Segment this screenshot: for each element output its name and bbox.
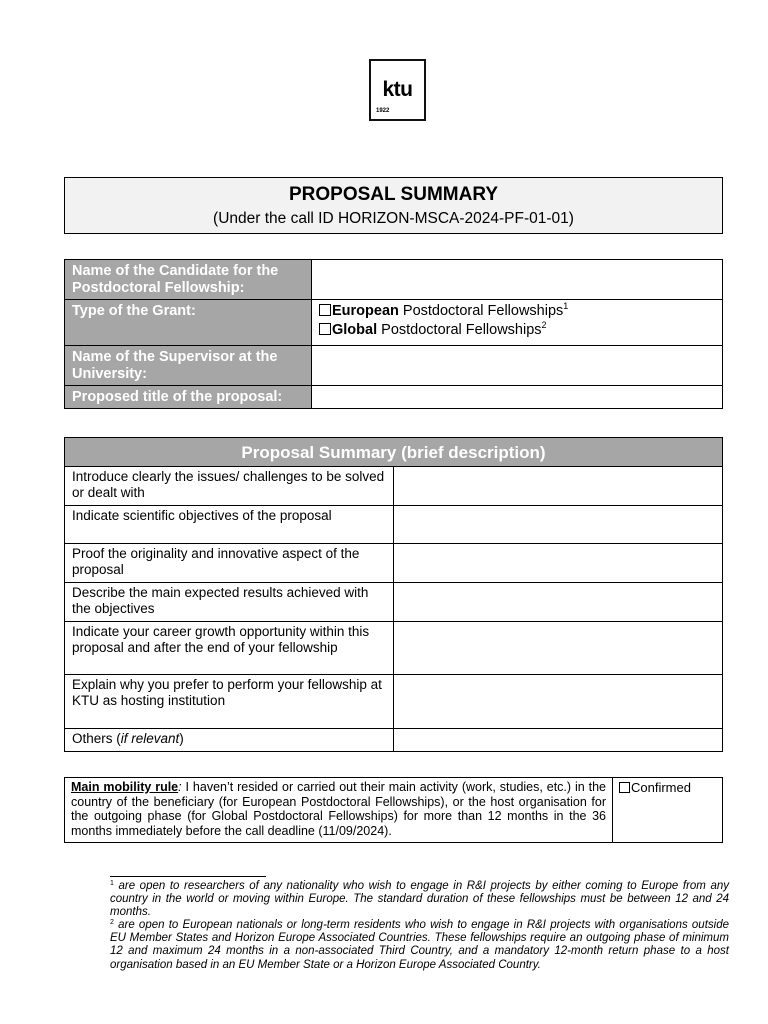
summary-question-ktu: Explain why you prefer to perform your fellowship at KTU as hosting institution xyxy=(65,675,394,729)
summary-heading: Proposal Summary (brief description) xyxy=(65,438,723,467)
grant-row xyxy=(65,300,723,346)
mobility-rule-table xyxy=(64,777,723,843)
confirmed-option[interactable] xyxy=(613,778,723,843)
others-prefix: Others ( xyxy=(72,731,121,746)
summary-question-career: Indicate your career growth opportunity within this proposal and after the end of your fellowship xyxy=(65,622,394,675)
european-option-text: Postdoctoral Fellowships xyxy=(398,303,564,319)
supervisor-row xyxy=(65,346,723,386)
confirmed-label: Confirmed xyxy=(631,780,691,795)
summary-question-objectives: Indicate scientific objectives of the proposal xyxy=(65,506,394,544)
supervisor-name-label: Name of the Supervisor at the University: xyxy=(65,346,312,386)
call-id-subtitle: (Under the call ID HORIZON-MSCA-2024-PF-01-01) xyxy=(213,210,574,227)
footnote-2-text: are open to European nationals or long-term residents who wish to engage in R&I projects with organisations outside EU Member States and Horizon Europe Associated Countries. These fellowships require an outgoing phase of minimum 12 and maximum 24 months in a non-associated Third Country, and a mandatory 12-month return phase to a host organisation based in an EU Member State or a Horizon Europe Associated Country. xyxy=(110,919,729,971)
table-row xyxy=(65,467,723,506)
grant-type-label: Type of the Grant: xyxy=(65,300,312,346)
mobility-rule-body: I haven’t resided or carried out their main activity (work, studies, etc.) in the country of the beneficiary (for European Postdoctoral Fellowships), or the host organisation for the outgoing phase (for Global Postdoctoral Fellowships) for more than 12 months in the 36 months immediately before the call deadline (11/09/2024). xyxy=(71,780,606,838)
mobility-rule-text xyxy=(65,778,613,843)
mobility-rule-label: Main mobility rule xyxy=(71,780,179,794)
table-row xyxy=(65,675,723,729)
candidate-name-field[interactable] xyxy=(312,260,723,300)
table-row xyxy=(65,583,723,622)
proposal-title-field[interactable] xyxy=(312,386,723,409)
summary-answer-issues[interactable] xyxy=(394,467,723,506)
summary-answer-ktu[interactable] xyxy=(394,675,723,729)
document-header xyxy=(64,177,723,234)
european-option-bold: European xyxy=(332,303,399,319)
footnote-ref-2: 2 xyxy=(541,320,547,330)
footnote-2 xyxy=(110,919,729,971)
footnote-1-number: 1 xyxy=(110,880,114,887)
summary-question-results: Describe the main expected results achieved with the objectives xyxy=(65,583,394,622)
footnote-ref-1: 1 xyxy=(563,301,569,311)
summary-question-others xyxy=(65,729,394,752)
global-option-bold: Global xyxy=(332,322,378,338)
global-checkbox[interactable] xyxy=(319,323,331,335)
confirmed-checkbox[interactable] xyxy=(619,782,630,793)
candidate-info-table xyxy=(64,259,723,409)
footnote-separator xyxy=(110,876,266,877)
candidate-row xyxy=(65,260,723,300)
summary-answer-originality[interactable] xyxy=(394,544,723,583)
grant-option-global[interactable] xyxy=(319,321,715,340)
grant-type-options xyxy=(312,300,723,346)
footnote-1 xyxy=(110,880,729,919)
summary-answer-career[interactable] xyxy=(394,622,723,675)
title-row xyxy=(65,386,723,409)
others-suffix: ) xyxy=(179,731,184,746)
proposal-title-label: Proposed title of the proposal: xyxy=(65,386,312,409)
summary-question-issues: Introduce clearly the issues/ challenges to be solved or dealt with xyxy=(65,467,394,506)
table-row xyxy=(65,544,723,583)
summary-answer-results[interactable] xyxy=(394,583,723,622)
footnote-2-number: 2 xyxy=(110,919,114,927)
proposal-summary-table xyxy=(64,437,723,752)
table-row xyxy=(65,622,723,675)
ktu-logo xyxy=(369,59,426,121)
global-option-text: Postdoctoral Fellowships xyxy=(377,322,542,338)
page-title: PROPOSAL SUMMARY xyxy=(288,184,499,205)
footnotes xyxy=(110,880,729,972)
summary-answer-objectives[interactable] xyxy=(394,506,723,544)
european-checkbox[interactable] xyxy=(319,304,331,316)
logo-text: ktu xyxy=(382,78,413,101)
grant-option-european[interactable] xyxy=(319,302,715,321)
footnote-1-text: are open to researchers of any nationality who wish to engage in R&I projects by either coming to Europe from any country in the world or moving within Europe. The standard duration of these fellowships must be between 12 and 24 months. xyxy=(110,880,729,919)
table-row xyxy=(65,506,723,544)
table-row xyxy=(65,729,723,752)
supervisor-name-field[interactable] xyxy=(312,346,723,386)
logo-year: 1922 xyxy=(376,108,390,114)
mobility-rule-colon: : xyxy=(178,780,182,794)
summary-answer-others[interactable] xyxy=(394,729,723,752)
others-italic: if relevant xyxy=(120,731,180,746)
candidate-name-label: Name of the Candidate for the Postdoctoral Fellowship: xyxy=(65,260,312,300)
summary-question-originality: Proof the originality and innovative aspect of the proposal xyxy=(65,544,394,583)
